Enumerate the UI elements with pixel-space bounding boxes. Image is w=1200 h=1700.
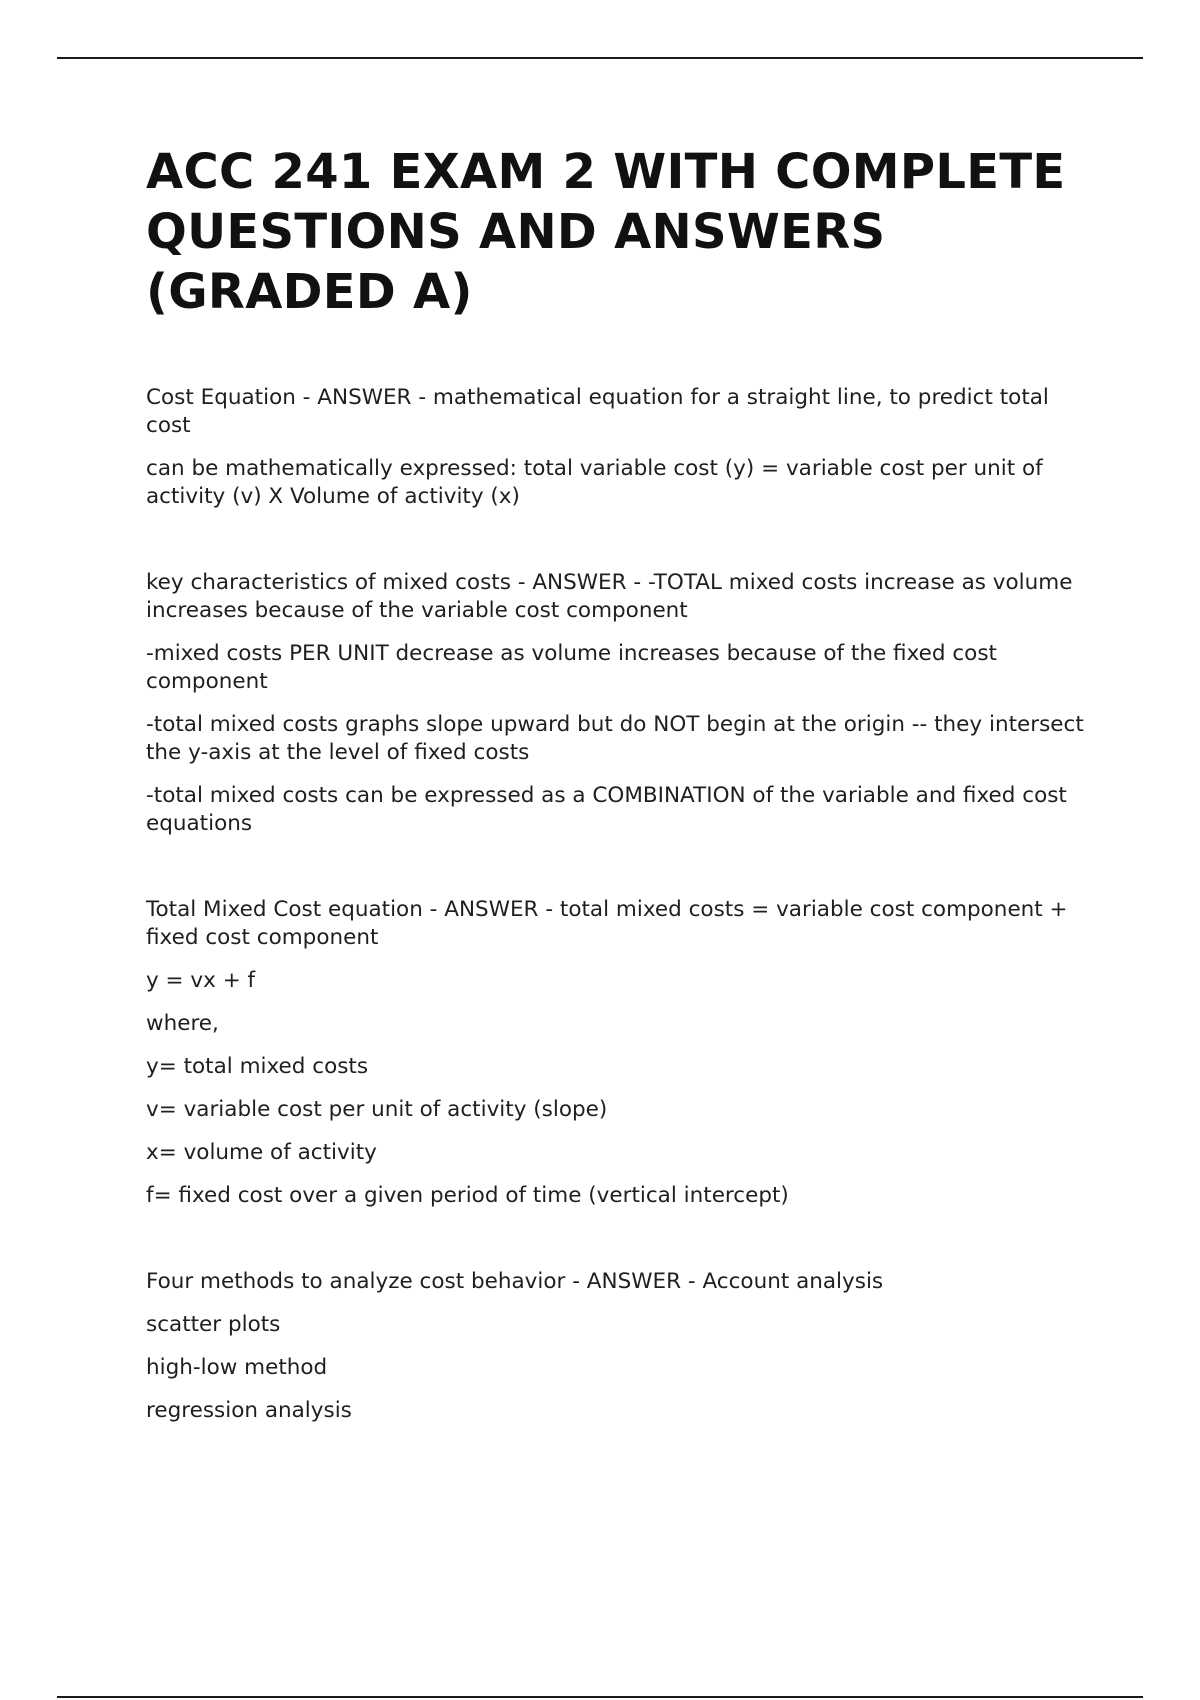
answer-line: can be mathematically expressed: total variable cost (y) = variable cost per unit of activity (v) X Volume of activity (x) — [146, 456, 1043, 509]
answer-line: y = vx + f — [146, 968, 256, 993]
answer-line: y= total mixed costs — [146, 1054, 369, 1079]
top-rule — [57, 57, 1143, 59]
bottom-rule — [57, 1696, 1143, 1698]
question-line: Cost Equation - ANSWER - mathematical equation for a straight line, to predict total cost — [146, 385, 1049, 438]
qa-list — [146, 384, 1086, 1425]
question-line: Four methods to analyze cost behavior - ANSWER - Account analysis — [146, 1269, 884, 1294]
answer-line: high-low method — [146, 1355, 328, 1380]
qa-block-total-mixed-cost-equation — [146, 896, 1086, 1210]
answer-line: -total mixed costs graphs slope upward but do NOT begin at the origin -- they intersect the y-axis at the level of fixed costs — [146, 712, 1084, 765]
document-title: ACC 241 EXAM 2 WITH COMPLETE QUESTIONS AND ANSWERS (GRADED A) — [146, 144, 1066, 320]
answer-line: f= fixed cost over a given period of time (vertical intercept) — [146, 1183, 789, 1208]
answer-line: -total mixed costs can be expressed as a COMBINATION of the variable and fixed cost equations — [146, 783, 1067, 836]
qa-block-cost-equation — [146, 384, 1086, 511]
qa-block-mixed-costs — [146, 569, 1086, 838]
answer-line: v= variable cost per unit of activity (slope) — [146, 1097, 608, 1122]
answer-line: scatter plots — [146, 1312, 281, 1337]
answer-line: x= volume of activity — [146, 1140, 377, 1165]
question-line: key characteristics of mixed costs - ANSWER - -TOTAL mixed costs increase as volume increases because of the variable cost component — [146, 570, 1073, 623]
document-body — [146, 142, 1086, 1483]
answer-line: -mixed costs PER UNIT decrease as volume increases because of the fixed cost component — [146, 641, 997, 694]
answer-line: regression analysis — [146, 1398, 352, 1423]
question-line: Total Mixed Cost equation - ANSWER - total mixed costs = variable cost component + fixed cost component — [146, 897, 1068, 950]
qa-block-cost-behavior-methods — [146, 1268, 1086, 1425]
answer-line: where, — [146, 1011, 219, 1036]
